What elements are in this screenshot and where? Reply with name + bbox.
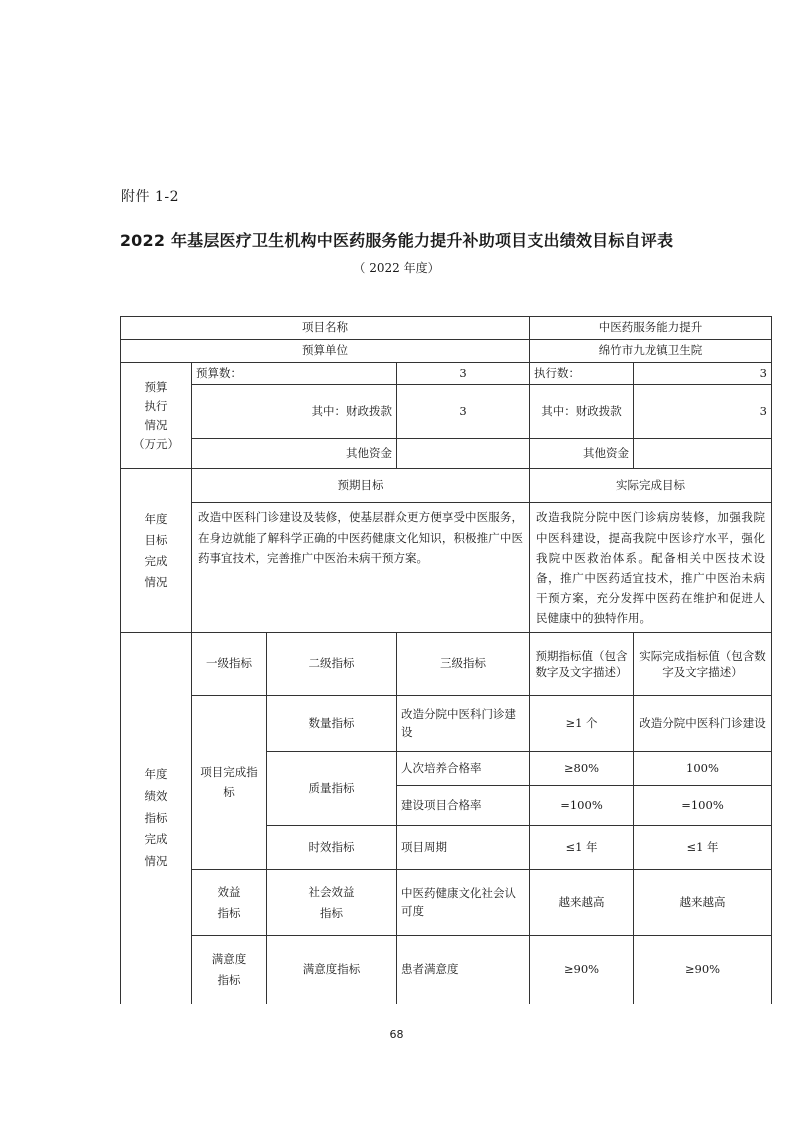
- satisfaction-indicator-label: 满意度 指标: [192, 936, 267, 1004]
- table-row: [121, 870, 772, 936]
- document-subtitle: （ 2022 年度）: [353, 261, 440, 275]
- time-level3: 项目周期: [397, 826, 530, 870]
- quality-expected-2: =100%: [530, 786, 634, 826]
- quality-indicator-label: 质量指标: [267, 752, 397, 826]
- social-benefit-label: 社会效益 指标: [267, 870, 397, 936]
- benefit-level3: 中医药健康文化社会认可度: [397, 870, 530, 936]
- expected-value-header: 预期指标值（包含数字及文字描述）: [530, 633, 634, 696]
- executed-value: 3: [634, 362, 772, 385]
- budget-count-label: 预算数：: [192, 362, 397, 385]
- completion-indicator-label: 项目完成指标: [192, 696, 267, 870]
- budget-count-value: 3: [397, 362, 530, 385]
- level2-header: 二级指标: [267, 633, 397, 696]
- other-funds-executed-label: 其他资金: [530, 439, 634, 469]
- time-indicator-label: 时效指标: [267, 826, 397, 870]
- actual-goal-header: 实际完成目标: [530, 469, 772, 503]
- benefit-indicator-label: 效益 指标: [192, 870, 267, 936]
- quality-actual-2: =100%: [634, 786, 772, 826]
- project-name-label: 项目名称: [121, 317, 530, 340]
- budget-section-label: 预算 执行 情况 （万元）: [121, 362, 192, 469]
- project-name-value: 中医药服务能力提升: [530, 317, 772, 340]
- expected-goal-header: 预期目标: [192, 469, 530, 503]
- fiscal-label: 其中：财政拨款: [192, 385, 397, 439]
- fiscal-row: [121, 385, 772, 439]
- executed-label: 执行数：: [530, 362, 634, 385]
- quantity-expected: ≥1 个: [530, 696, 634, 752]
- quantity-level3: 改造分院中医科门诊建设: [397, 696, 530, 752]
- fiscal-executed-label: 其中：财政拨款: [530, 385, 634, 439]
- satisfaction-level2: 满意度指标: [267, 936, 397, 1004]
- quantity-indicator-label: 数量指标: [267, 696, 397, 752]
- annex-label: 附件 1-2: [121, 189, 179, 205]
- goal-section-label: 年度 目标 完成 情况: [121, 469, 192, 633]
- fiscal-budget-value: 3: [397, 385, 530, 439]
- budget-unit-label: 预算单位: [121, 339, 530, 362]
- indicator-header-row: [121, 633, 772, 696]
- budget-unit-row: [121, 339, 772, 362]
- performance-section-label: 年度 绩效 指标 完成 情况: [121, 633, 192, 1004]
- document-title: 2022 年基层医疗卫生机构中医药服务能力提升补助项目支出绩效目标自评表: [119, 231, 674, 250]
- goal-text-row: [121, 503, 772, 633]
- goal-header-row: [121, 469, 772, 503]
- actual-goal-text: 改造我院分院中医门诊病房装修，加强我院中医科建设，提高我院中医诊疗水平，强化我院中医救治体系。配备相关中医技术设备，推广中医药适宜技术，推广中医治未病干预方案，充分发挥中医药在维护和促进人民健康中的独特作用。: [530, 503, 772, 633]
- other-funds-value: [397, 439, 530, 469]
- quality-actual-1: 100%: [634, 752, 772, 786]
- quantity-actual: 改造分院中医科门诊建设: [634, 696, 772, 752]
- table-row: [121, 696, 772, 752]
- quality-level3-1: 人次培养合格率: [397, 752, 530, 786]
- time-actual: ≤1 年: [634, 826, 772, 870]
- other-funds-label: 其他资金: [192, 439, 397, 469]
- page-number: 68: [389, 1028, 404, 1041]
- other-funds-row: [121, 439, 772, 469]
- satisfaction-expected: ≥90%: [530, 936, 634, 1004]
- fiscal-executed-value: 3: [634, 385, 772, 439]
- budget-unit-value: 绵竹市九龙镇卫生院: [530, 339, 772, 362]
- actual-value-header: 实际完成指标值（包含数字及文字描述）: [634, 633, 772, 696]
- budget-count-row: [121, 362, 772, 385]
- quality-expected-1: ≥80%: [530, 752, 634, 786]
- evaluation-table: [120, 316, 772, 1004]
- expected-goal-text: 改造中医科门诊建设及装修，使基层群众更方便享受中医服务，在身边就能了解科学正确的中医药健康文化知识，积极推广中医药事宜技术，完善推广中医治未病干预方案。: [192, 503, 530, 633]
- benefit-expected: 越来越高: [530, 870, 634, 936]
- benefit-actual: 越来越高: [634, 870, 772, 936]
- satisfaction-level3: 患者满意度: [397, 936, 530, 1004]
- time-expected: ≤1 年: [530, 826, 634, 870]
- level3-header: 三级指标: [397, 633, 530, 696]
- project-name-row: [121, 317, 772, 340]
- satisfaction-actual: ≥90%: [634, 936, 772, 1004]
- other-funds-executed-value: [634, 439, 772, 469]
- quality-level3-2: 建设项目合格率: [397, 786, 530, 826]
- table-row: [121, 936, 772, 1004]
- level1-header: 一级指标: [192, 633, 267, 696]
